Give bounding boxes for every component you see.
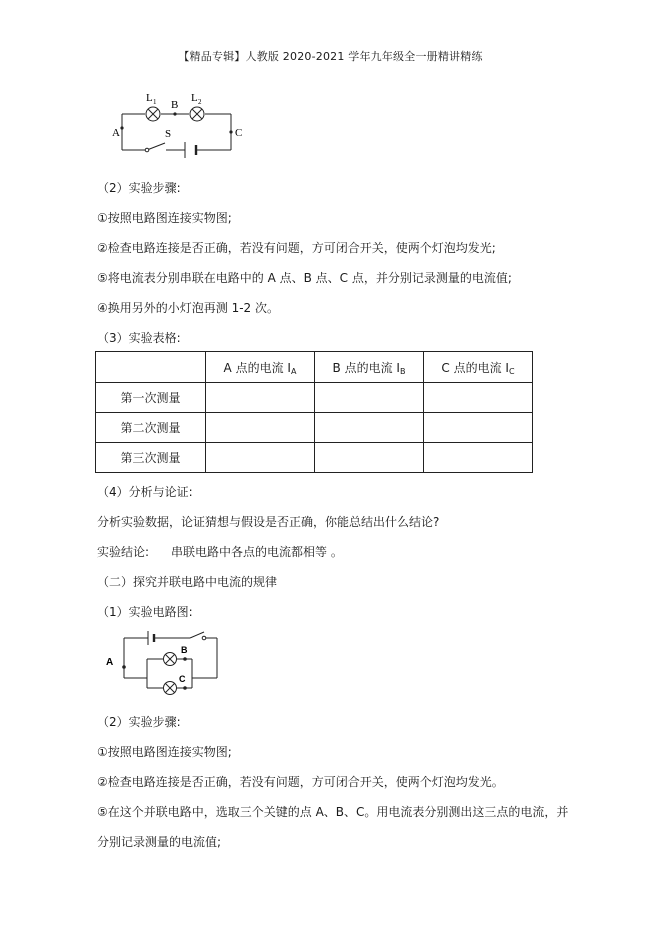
step-1-2: ②检查电路连接是否正确，若没有问题，方可闭合开关，使两个灯泡均发光;: [97, 241, 496, 255]
label-l2-sub: 2: [198, 98, 202, 106]
steps-heading-2: （2）实验步骤:: [97, 715, 181, 729]
label-c: C: [179, 674, 186, 684]
empty-cell: [314, 443, 423, 473]
table-row: [96, 383, 533, 413]
empty-cell: [314, 413, 423, 443]
label-l1-sub: 1: [153, 98, 157, 106]
analysis-question: 分析实验数据，论证猜想与假设是否正确，你能总结出什么结论?: [97, 515, 440, 529]
battery-icon: [185, 142, 196, 158]
steps-heading-1: （2）实验步骤:: [97, 181, 181, 195]
step-2-3: ⑤在这个并联电路中，选取三个关键的点 A、B、C。用电流表分别测出这三点的电流，并: [97, 805, 569, 819]
conclusion-label: 实验结论:: [97, 545, 150, 559]
step-1-3: ⑤将电流表分别串联在电路中的 A 点、B 点、C 点，并分别记录测量的电流值;: [97, 271, 512, 285]
battery-icon: [148, 631, 154, 645]
label-s: S: [165, 128, 172, 140]
table-row: [96, 413, 533, 443]
label-a: A: [106, 657, 114, 668]
lamp-c-icon: [164, 682, 177, 695]
page-header: 【精品专辑】人教版 2020-2021 学年九年级全一册精讲精练: [178, 50, 483, 63]
analysis-heading: （4）分析与论证:: [97, 485, 193, 499]
label-b: B: [181, 645, 188, 655]
lamp-l1-icon: [146, 107, 160, 121]
step-2-4: 分别记录测量的电流值;: [97, 835, 222, 849]
label-a: A: [112, 127, 120, 139]
empty-cell: [205, 413, 314, 443]
row-label: 第二次测量: [96, 413, 206, 443]
label-b: B: [171, 99, 179, 111]
empty-cell: [205, 383, 314, 413]
experiment-table: [95, 351, 533, 473]
empty-cell: [423, 413, 532, 443]
table-row: [96, 443, 533, 473]
table-header-cell: A 点的电流 $I_A$: [205, 352, 314, 383]
label-l1: L: [146, 92, 153, 104]
parallel-circuit-diagram: [100, 628, 225, 696]
step-2-2: ②检查电路连接是否正确，若没有问题，方可闭合开关，使两个灯泡均发光。: [97, 775, 504, 789]
conclusion-text: 串联电路中各点的电流都相等 。: [171, 545, 343, 559]
label-l2: L: [191, 92, 198, 104]
table-header-cell: C 点的电流 $I_C$: [423, 352, 532, 383]
table-heading: （3）实验表格:: [97, 331, 181, 345]
row-label: 第一次测量: [96, 383, 206, 413]
circuit-heading-2: （1）实验电路图:: [97, 605, 193, 619]
step-1-4: ④换用另外的小灯泡再测 1-2 次。: [97, 301, 279, 315]
table-header-row: [96, 352, 533, 383]
conclusion-line: [97, 543, 343, 560]
empty-cell: [205, 443, 314, 473]
table-header-cell: B 点的电流 $I_B$: [314, 352, 423, 383]
row-label: 第三次测量: [96, 443, 206, 473]
lamp-b-icon: [164, 653, 177, 666]
section-2-title: （二）探究并联电路中电流的规律: [97, 575, 278, 589]
step-2-1: ①按照电路图连接实物图;: [97, 745, 232, 759]
label-c: C: [235, 127, 243, 139]
table-corner-cell: [96, 352, 206, 383]
empty-cell: [314, 383, 423, 413]
step-1-1: ①按照电路图连接实物图;: [97, 211, 232, 225]
lamp-l2-icon: [190, 107, 204, 121]
empty-cell: [423, 383, 532, 413]
empty-cell: [423, 443, 532, 473]
series-circuit-diagram: [105, 88, 250, 158]
